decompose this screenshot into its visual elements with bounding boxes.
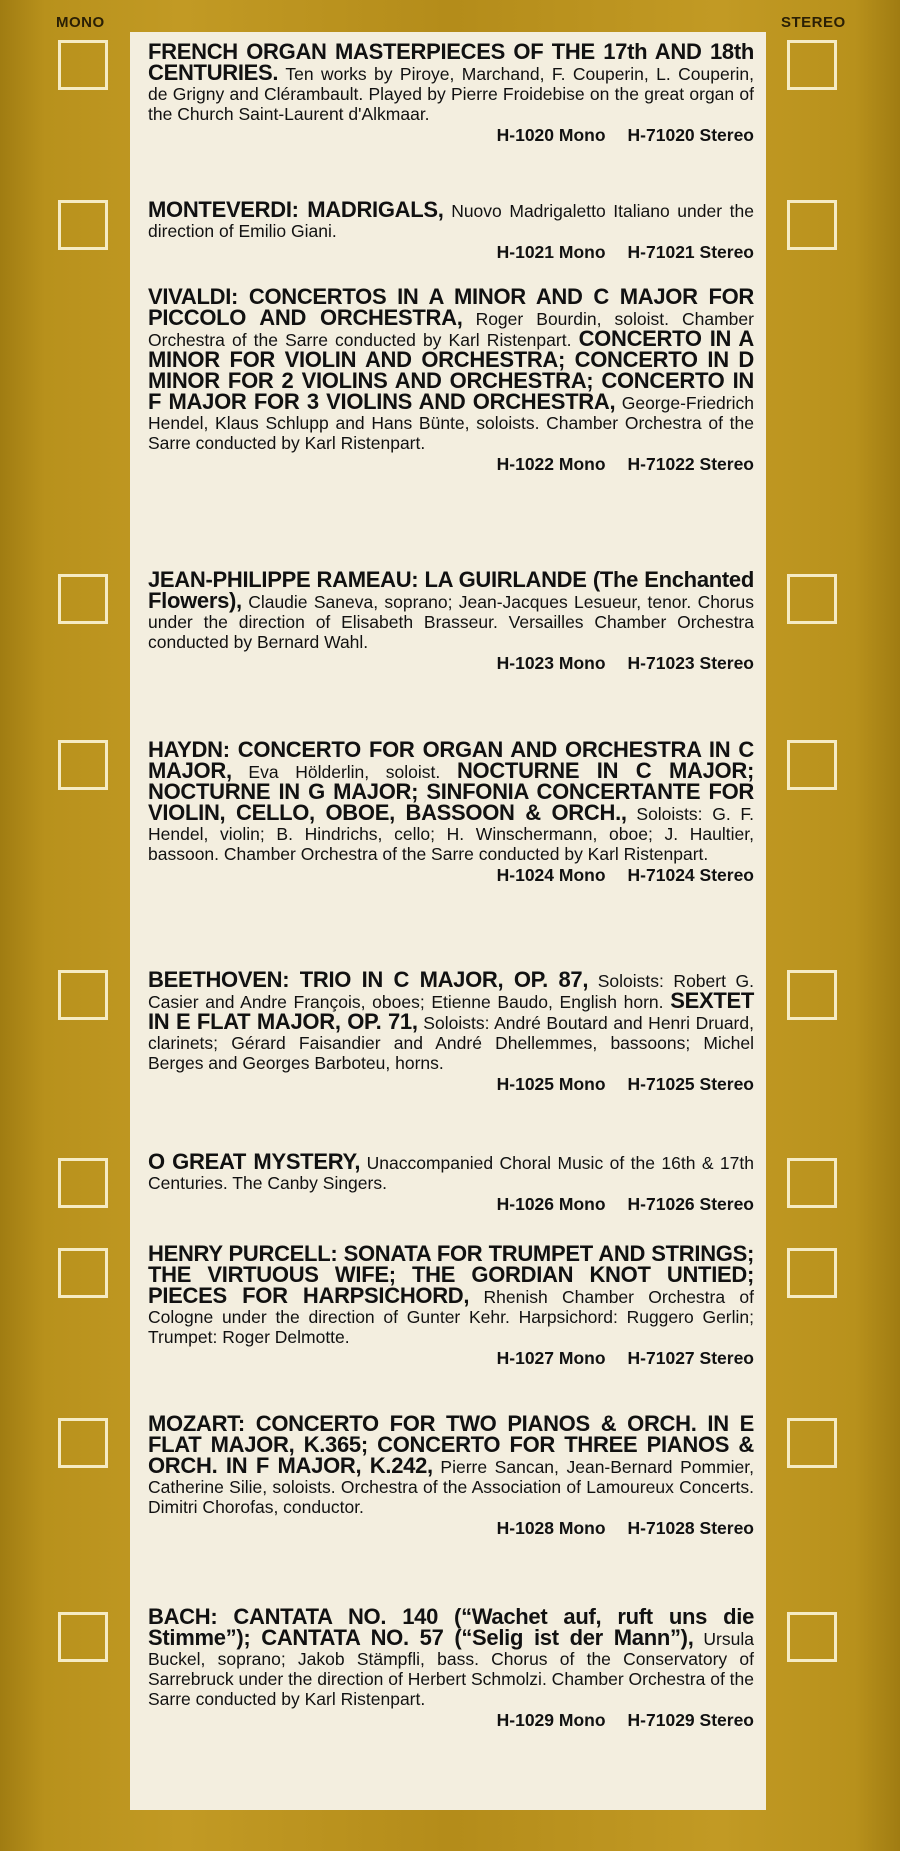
catalog-numbers (148, 1710, 754, 1730)
entry-description: Ursula Buckel, soprano; Jakob Stämpfli, bass. Chorus of the Conservatory of Sarrebruck under the direction of Herbert Schmolzi. Chamber Orchestra of the Sarre conducted by Karl Ristenpart. (148, 1629, 754, 1709)
mono-catalog-number: H-1027 Mono (496, 1348, 606, 1368)
stereo-catalog-number: H-71027 Stereo (627, 1348, 754, 1368)
entry-text (148, 197, 754, 241)
catalog-entry (148, 1411, 754, 1538)
mono-catalog-number: H-1024 Mono (496, 865, 606, 885)
catalog-numbers (148, 242, 754, 262)
sprocket-hole (58, 1612, 108, 1662)
sprocket-hole (787, 740, 837, 790)
entry-text (148, 39, 755, 124)
entry-title: FRENCH ORGAN MASTERPIECES OF THE 17th AND 18th CENTURIES. (148, 39, 754, 85)
entry-text (148, 284, 754, 453)
entry-text (148, 737, 754, 864)
stereo-catalog-number: H-71028 Stereo (627, 1518, 754, 1538)
entry-description: Pierre Sancan, Jean-Bernard Pommier, Catherine Silie, soloists. Orchestra of the Association of Lamoureux Concerts. Dimitri Chorofas, conductor. (148, 1457, 754, 1517)
entry-title: HENRY PURCELL: SONATA FOR TRUMPET AND STRINGS; THE VIRTUOUS WIFE; THE GORDIAN KNOT UNTIED; PIECES FOR HARPSICHORD, (148, 1241, 754, 1308)
mono-catalog-number: H-1021 Mono (496, 242, 606, 262)
entry-description-secondary: George-Friedrich Hendel, Klaus Schlupp and Hans Bünte, soloists. Chamber Orchestra of the Sarre conducted by Karl Ristenpart. (148, 393, 754, 453)
mono-catalog-number: H-1029 Mono (496, 1710, 606, 1730)
stereo-catalog-number: H-71023 Stereo (627, 653, 754, 673)
stereo-catalog-number: H-71024 Stereo (627, 865, 754, 885)
mono-catalog-number: H-1026 Mono (496, 1194, 606, 1214)
catalog-numbers (148, 1518, 754, 1538)
mono-catalog-number: H-1025 Mono (496, 1074, 606, 1094)
mono-column-label: MONO (56, 14, 105, 31)
stereo-catalog-number: H-71021 Stereo (627, 242, 754, 262)
sprocket-hole (58, 740, 108, 790)
sprocket-hole (787, 40, 837, 90)
entry-title: O GREAT MYSTERY, (148, 1149, 361, 1174)
catalog-panel (130, 32, 766, 1810)
sprocket-hole (787, 970, 837, 1020)
stereo-catalog-number: H-71022 Stereo (627, 454, 754, 474)
sprocket-hole (58, 1418, 108, 1468)
catalog-numbers (148, 1074, 754, 1094)
entry-text (148, 1411, 754, 1517)
entry-title: MONTEVERDI: MADRIGALS, (148, 197, 444, 222)
entry-title: MOZART: CONCERTO FOR TWO PIANOS & ORCH. IN E FLAT MAJOR, K.365; CONCERTO FOR THREE PIANOS & ORCH. IN F MAJOR, K.242, (148, 1411, 754, 1478)
entry-text (148, 1241, 754, 1347)
entry-description: Roger Bourdin, soloist. Chamber Orchestra of the Sarre conducted by Karl Ristenpart. (148, 309, 754, 350)
entry-text (148, 1604, 754, 1709)
sprocket-hole (787, 1612, 837, 1662)
entry-title: BEETHOVEN: TRIO IN C MAJOR, OP. 87, (148, 967, 589, 992)
catalog-entry (148, 1241, 754, 1368)
catalog-numbers (148, 125, 754, 145)
catalog-numbers (148, 454, 754, 474)
mono-catalog-number: H-1020 Mono (496, 125, 606, 145)
sprocket-hole (787, 574, 837, 624)
catalog-entry (148, 39, 755, 145)
catalog-entry (148, 284, 754, 474)
stereo-catalog-number: H-71026 Stereo (627, 1194, 754, 1214)
sprocket-hole (58, 1158, 108, 1208)
entry-description: Unaccompanied Choral Music of the 16th & 17th Centuries. The Canby Singers. (148, 1153, 754, 1193)
entry-description: Nuovo Madrigaletto Italiano under the direction of Emilio Giani. (148, 201, 754, 241)
stereo-catalog-number: H-71029 Stereo (627, 1710, 754, 1730)
stereo-column-label: STEREO (781, 14, 846, 31)
entry-description: Ten works by Piroye, Marchand, F. Couperin, L. Couperin, de Grigny and Clérambault. Played by Pierre Froidebise on the great organ of the Church Saint-Laurent d'Alkmaar. (148, 64, 755, 124)
sprocket-hole (58, 574, 108, 624)
stereo-catalog-number: H-71020 Stereo (627, 125, 754, 145)
mono-catalog-number: H-1023 Mono (496, 653, 606, 673)
sprocket-hole (787, 1248, 837, 1298)
entry-description-secondary: Soloists: G. F. Hendel, violin; B. Hindrichs, cello; H. Winschermann, oboe; J. Haultier, bassoon. Chamber Orchestra of the Sarre conducted by Karl Ristenpart. (148, 804, 754, 864)
entry-title-secondary: CONCERTO IN A MINOR FOR VIOLIN AND ORCHESTRA; CONCERTO IN D MINOR FOR 2 VIOLINS AND ORCHESTRA; CONCERTO IN F MAJOR FOR 3 VIOLINS AND ORCHESTRA, (148, 326, 754, 414)
entry-description: Claudie Saneva, soprano; Jean-Jacques Lesueur, tenor. Chorus under the direction of Elisabeth Brasseur. Versailles Chamber Orchestra conducted by Bernard Wahl. (148, 592, 754, 652)
sprocket-hole (58, 200, 108, 250)
catalog-numbers (148, 865, 754, 885)
catalog-numbers (148, 1348, 754, 1368)
mono-catalog-number: H-1022 Mono (496, 454, 606, 474)
entry-title: BACH: CANTATA NO. 140 (“Wachet auf, ruft uns die Stimme”); CANTATA NO. 57 (“Selig ist der Mann”), (148, 1604, 754, 1650)
sprocket-hole (58, 1248, 108, 1298)
catalog-entry (148, 567, 754, 673)
catalog-entry (148, 967, 754, 1094)
entry-title: VIVALDI: CONCERTOS IN A MINOR AND C MAJOR FOR PICCOLO AND ORCHESTRA, (148, 284, 754, 330)
entry-text (148, 1149, 754, 1193)
entry-description-secondary: Soloists: André Boutard and Henri Druard, clarinets; Gérard Faisandier and André Dhellemmes, bassoons; Michel Berges and Georges Barboteu, horns. (148, 1013, 754, 1073)
catalog-entry (148, 1604, 754, 1730)
sprocket-hole (787, 200, 837, 250)
catalog-numbers (148, 1194, 754, 1214)
catalog-entry (148, 197, 754, 262)
entry-title-secondary: NOCTURNE IN C MAJOR; NOCTURNE IN G MAJOR; SINFONIA CONCERTANTE FOR VIOLIN, CELLO, OBOE, BASSOON & ORCH., (148, 758, 754, 825)
entry-description: Rhenish Chamber Orchestra of Cologne under the direction of Gunter Kehr. Harpsichord: Ruggero Gerlin; Trumpet: Roger Delmotte. (148, 1287, 754, 1347)
catalog-entry (148, 1149, 754, 1214)
entry-title-secondary: SEXTET IN E FLAT MAJOR, OP. 71, (148, 988, 754, 1034)
stereo-catalog-number: H-71025 Stereo (627, 1074, 754, 1094)
mono-catalog-number: H-1028 Mono (496, 1518, 606, 1538)
sprocket-hole (787, 1418, 837, 1468)
entry-title: JEAN-PHILIPPE RAMEAU: LA GUIRLANDE (The Enchanted Flowers), (148, 567, 754, 613)
entry-title: HAYDN: CONCERTO FOR ORGAN AND ORCHESTRA IN C MAJOR, (148, 737, 754, 783)
sprocket-hole (58, 40, 108, 90)
entry-description: Eva Hölderlin, soloist. (248, 762, 441, 782)
entry-text (148, 567, 754, 652)
catalog-entry (148, 737, 754, 885)
sprocket-hole (58, 970, 108, 1020)
catalog-numbers (148, 653, 754, 673)
sprocket-hole (787, 1158, 837, 1208)
entry-text (148, 967, 754, 1073)
entry-description: Soloists: Robert G. Casier and Andre François, oboes; Etienne Baudo, English horn. (148, 971, 754, 1012)
